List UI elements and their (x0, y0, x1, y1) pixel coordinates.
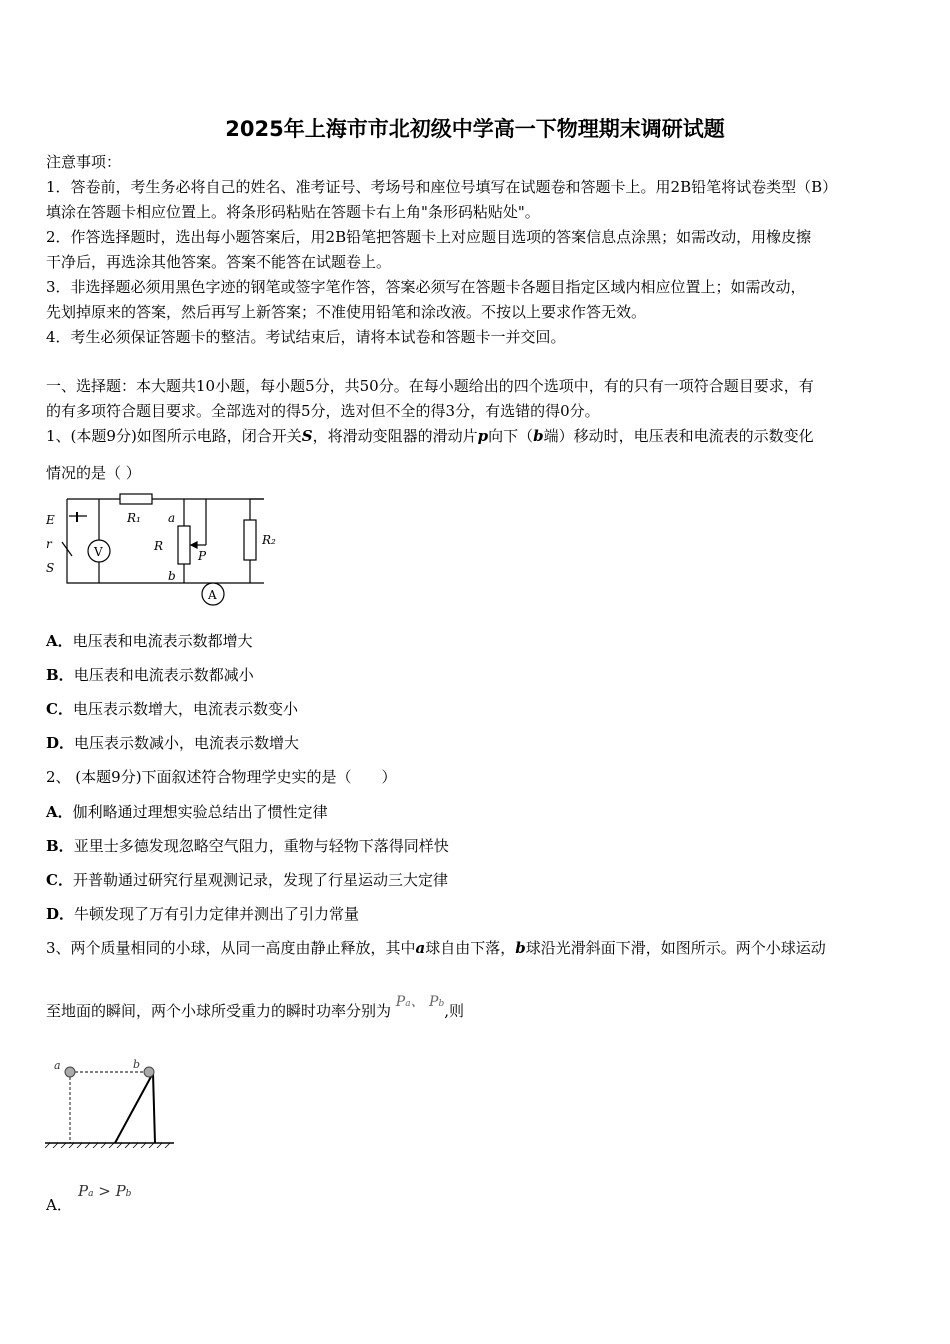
label-S: S (46, 561, 55, 575)
ball-b (144, 1067, 154, 1077)
label-R1: R₁ (127, 511, 141, 525)
q2-option-a: A．伽利略通过理想实验总结出了惯性定律 (46, 803, 328, 821)
q3-incline-diagram (42, 1055, 178, 1151)
notice-line: 2．作答选择题时，选出每小题答案后，用2B铅笔把答题卡上对应题目选项的答案信息点涂黑；如需改动，用橡皮擦 (46, 228, 812, 246)
section-intro: 的有多项符合题目要求。全部选对的得5分，选对但不全的得3分，有选错的得0分。 (46, 402, 600, 420)
notice-heading: 注意事项： (46, 153, 122, 171)
ball-a (65, 1067, 75, 1077)
label-A: A (208, 588, 217, 602)
q1-option-b: B．电压表和电流表示数都减小 (46, 666, 254, 684)
label-a: a (168, 511, 176, 525)
q1-option-c: C．电压表示数增大，电流表示数变小 (46, 700, 298, 718)
notice-line: 1．答卷前，考生务必将自己的姓名、准考证号、考场号和座位号填写在试题卷和答题卡上。用2B铅笔将试卷类型（B） (46, 178, 838, 196)
section-intro: 一、选择题：本大题共10小题，每小题5分，共50分。在每小题给出的四个选项中，有的只有一项符合题目要求，有 (46, 377, 814, 395)
q1-circuit-diagram (42, 490, 292, 608)
label-ball-b: b (133, 1058, 141, 1071)
notice-line: 填涂在答题卡相应位置上。将条形码粘贴在答题卡右上角"条形码粘贴处"。 (46, 203, 540, 221)
q1-stem-line2: 情况的是（ ） (46, 464, 141, 482)
notice-line: 4．考生必须保证答题卡的整洁。考试结束后，请将本试卷和答题卡一并交回。 (46, 328, 566, 346)
notice-line: 先划掉原来的答案，然后再写上新答案；不准使用铅笔和涂改液。不按以上要求作答无效。 (46, 303, 647, 321)
q1-stem: 1、(本题9分)如图所示电路，闭合开关S，将滑动变阻器的滑动片p向下（b端）移动时，电压表和电流表的示数变化 (46, 427, 814, 445)
label-ball-a: a (54, 1059, 61, 1072)
page-title: 2025年上海市市北初级中学高一下物理期末调研试题 (225, 117, 725, 141)
q3-stem-line2: 至地面的瞬间，两个小球所受重力的瞬时功率分别为 Pa、 Pb,则 (46, 994, 465, 1020)
label-E: E (46, 513, 55, 527)
label-P: P (198, 549, 207, 563)
label-R2: R₂ (262, 533, 276, 547)
q2-option-b: B．亚里士多德发现忽略空气阻力，重物与轻物下落得同样快 (46, 837, 449, 855)
label-V: V (94, 545, 103, 559)
q2-option-d: D．牛顿发现了万有引力定律并测出了引力常量 (46, 905, 360, 923)
notice-line: 3．非选择题必须用黑色字迹的钢笔或签字笔作答，答案必须写在答题卡各题目指定区域内相应位置上；如需改动， (46, 278, 806, 296)
q3-option-a-formula: Pa > Pb (78, 1182, 132, 1200)
q2-option-c: C．开普勒通过研究行星观测记录，发现了行星运动三大定律 (46, 871, 448, 889)
label-r: r (46, 537, 52, 551)
label-b: b (168, 569, 176, 583)
q1-option-d: D．电压表示数减小，电流表示数增大 (46, 734, 300, 752)
q1-option-a: A．电压表和电流表示数都增大 (46, 632, 253, 650)
label-R: R (154, 539, 164, 553)
notice-line: 干净后，再选涂其他答案。答案不能答在试题卷上。 (46, 253, 392, 271)
q3-option-a-key: A． (46, 1196, 72, 1214)
q2-stem: 2、 (本题9分)下面叙述符合物理学史实的是（ ） (46, 768, 397, 786)
q3-stem: 3、两个质量相同的小球，从同一高度由静止释放，其中a球自由下落，b球沿光滑斜面下滑，如图所示。两个小球运动 (46, 939, 826, 957)
